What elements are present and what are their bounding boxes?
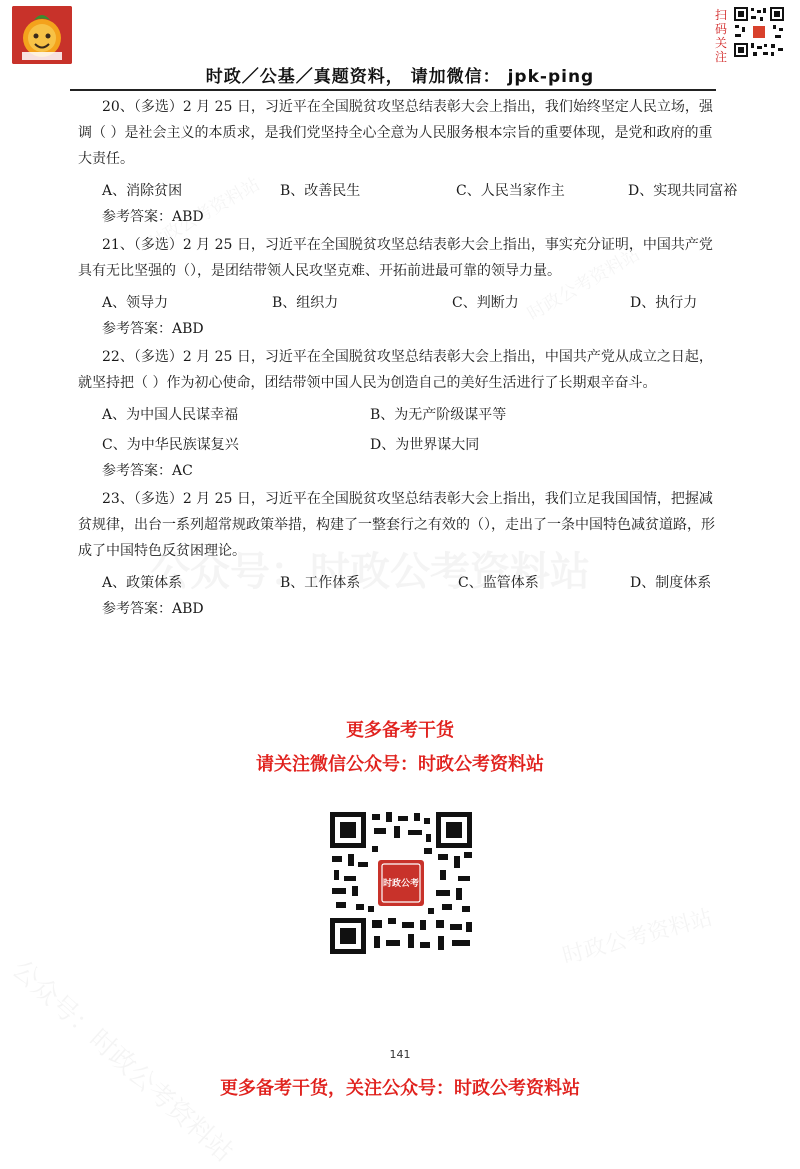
page-number: 141 — [389, 1048, 411, 1061]
question-list — [0, 94, 800, 624]
option-b: B、为无产阶级谋平等 — [370, 407, 507, 423]
question-stem: 20、（多选）2 月 25 日，习近平在全国脱贫攻坚总结表彰大会上指出，我们始终坚定人民立场，强调（ ）是社会主义的本质求，是我们党坚持全心全意为人民服务根本宗旨的重要体现，是党和政府的重大责任。 — [78, 99, 713, 167]
option-d: D、制度体系 — [630, 575, 712, 591]
answer: 参考答案：ABD — [102, 209, 204, 225]
option-d: D、实现共同富裕 — [628, 183, 738, 199]
options-row — [0, 564, 800, 594]
option-b: B、工作体系 — [280, 575, 361, 591]
option-a: A、政策体系 — [102, 575, 183, 591]
option-c: C、监管体系 — [458, 575, 539, 591]
option-c: C、判断力 — [452, 295, 519, 311]
header-title: 时政／公基／真题资料， 请加微信： jpk-ping — [205, 67, 595, 87]
qr-code-icon[interactable] — [733, 6, 785, 58]
question — [0, 232, 800, 344]
header-divider — [70, 89, 716, 91]
option-b: B、改善民生 — [280, 183, 361, 199]
options-row — [0, 396, 800, 426]
options-row — [0, 426, 800, 456]
question-stem: 23、（多选）2 月 25 日，习近平在全国脱贫攻坚总结表彰大会上指出，我们立足我国国情，把握减贫规律，出台一系列超常规政策举措，构建了一整套行之有效的（），走出了一条中国特色减贫道路，形成了中国特色反贫困理论。 — [78, 491, 715, 559]
option-c: C、为中华民族谋复兴 — [102, 437, 239, 453]
option-d: D、为世界谋大同 — [370, 437, 480, 453]
option-c: C、人民当家作主 — [456, 183, 565, 199]
options-row — [0, 172, 800, 202]
answer: 参考答案：ABD — [102, 321, 204, 337]
question-stem: 21、（多选）2 月 25 日，习近平在全国脱贫攻坚总结表彰大会上指出，事实充分证明，中国共产党具有无比坚强的（），是团结带领人民攻坚克难、开拓前进最可靠的领导力量。 — [78, 237, 713, 279]
wechat-qr-code[interactable] — [328, 810, 474, 956]
qr-center-label: 时政公考 — [382, 879, 420, 889]
watermark — [559, 901, 716, 971]
promo-line-1: 更多备考干货 — [346, 720, 454, 741]
option-a: A、消除贫困 — [102, 183, 183, 199]
question — [0, 94, 800, 232]
footer-promo: 更多备考干货，关注公众号：时政公考资料站 — [220, 1078, 580, 1099]
options-row — [0, 284, 800, 314]
question — [0, 486, 800, 624]
question-stem: 22、（多选）2 月 25 日，习近平在全国脱贫攻坚总结表彰大会上指出，中国共产党从成立之日起，就坚持把（ ）作为初心使命，团结带领中国人民为创造自己的美好生活进行了长期艰辛奋斗。 — [78, 349, 713, 391]
option-a: A、领导力 — [102, 295, 169, 311]
scan-label: 扫码关注 — [714, 8, 727, 64]
promo-line-2: 请关注微信公众号：时政公考资料站 — [256, 754, 544, 775]
orange-logo-icon — [12, 6, 72, 64]
question — [0, 344, 800, 486]
option-b: B、组织力 — [272, 295, 339, 311]
answer: 参考答案：ABD — [102, 601, 204, 617]
answer: 参考答案：AC — [102, 463, 193, 479]
option-d: D、执行力 — [630, 295, 698, 311]
option-a: A、为中国人民谋幸福 — [102, 407, 239, 423]
